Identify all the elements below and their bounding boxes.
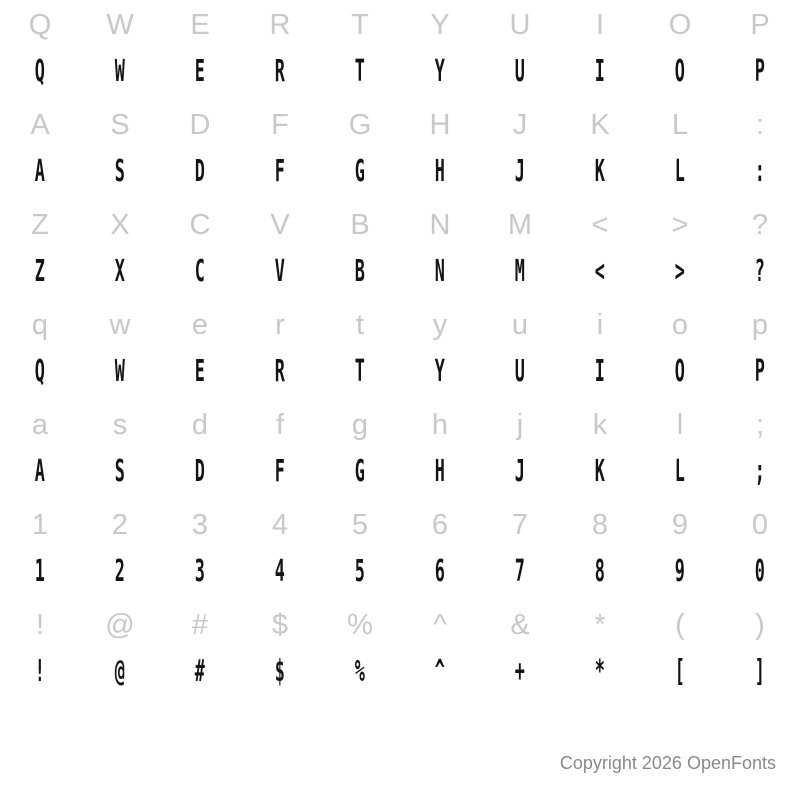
- sample-glyph-text: ]: [755, 654, 765, 689]
- sample-glyph: [0, 448, 80, 496]
- sample-glyph-text: O: [675, 54, 685, 89]
- reference-glyph: R: [269, 9, 291, 41]
- sample-glyph-text: ?: [755, 254, 765, 289]
- glyph-row-pair: [0, 200, 800, 296]
- sample-glyph-text: K: [595, 454, 605, 489]
- sample-glyph-text: U: [515, 54, 525, 89]
- reference-glyph: 5: [351, 509, 369, 541]
- sample-row: [0, 348, 800, 396]
- sample-glyph: [80, 448, 160, 496]
- sample-glyph-text: L: [675, 454, 685, 489]
- reference-glyph: ^: [433, 609, 447, 641]
- sample-glyph: [480, 48, 560, 96]
- sample-glyph: [480, 448, 560, 496]
- reference-row: [0, 500, 800, 548]
- sample-glyph: [160, 648, 240, 696]
- sample-glyph-text: 6: [435, 554, 445, 589]
- reference-glyph: f: [275, 409, 285, 441]
- sample-glyph: [480, 648, 560, 696]
- sample-glyph: [240, 348, 320, 396]
- sample-row: [0, 148, 800, 196]
- reference-glyph: >: [671, 209, 689, 241]
- sample-glyph-text: S: [115, 454, 125, 489]
- reference-glyph: C: [189, 209, 211, 241]
- sample-glyph-text: $: [275, 654, 285, 689]
- reference-glyph: V: [270, 209, 290, 241]
- sample-glyph-text: R: [275, 354, 285, 389]
- glyph-row-pair: [0, 100, 800, 196]
- sample-glyph: [0, 148, 80, 196]
- sample-row: [0, 248, 800, 296]
- sample-glyph: [320, 148, 400, 196]
- reference-glyph: W: [106, 9, 134, 41]
- sample-glyph: [0, 548, 80, 596]
- reference-glyph: B: [350, 209, 370, 241]
- sample-glyph-text: :: [755, 154, 765, 189]
- sample-glyph-text: 5: [355, 554, 365, 589]
- reference-glyph: w: [109, 309, 131, 341]
- copyright-notice: Copyright 2026 OpenFonts: [559, 753, 776, 773]
- sample-row: [0, 48, 800, 96]
- reference-glyph: :: [755, 109, 765, 141]
- sample-row: [0, 448, 800, 496]
- sample-glyph-text: S: [115, 154, 125, 189]
- sample-glyph: [640, 148, 720, 196]
- sample-glyph: [560, 148, 640, 196]
- sample-glyph-text: N: [435, 254, 445, 289]
- reference-glyph: U: [509, 9, 531, 41]
- sample-glyph-text: Z: [35, 254, 45, 289]
- reference-glyph: L: [671, 109, 689, 141]
- sample-glyph-text: 2: [115, 554, 125, 589]
- sample-glyph-text: 7: [515, 554, 525, 589]
- sample-glyph-text: @: [115, 654, 125, 689]
- sample-glyph-text: T: [355, 54, 365, 89]
- sample-glyph-text: G: [355, 154, 365, 189]
- reference-glyph: N: [429, 209, 451, 241]
- sample-glyph: [480, 248, 560, 296]
- sample-glyph: [480, 348, 560, 396]
- sample-glyph-text: F: [275, 454, 285, 489]
- reference-glyph: d: [191, 409, 209, 441]
- sample-glyph-text: P: [755, 354, 765, 389]
- sample-glyph-text: J: [515, 154, 525, 189]
- sample-glyph-text: T: [355, 354, 365, 389]
- reference-glyph: J: [512, 109, 528, 141]
- sample-glyph-text: O: [675, 354, 685, 389]
- reference-glyph: i: [596, 309, 604, 341]
- sample-glyph-text: Q: [35, 354, 45, 389]
- reference-glyph: @: [105, 609, 135, 641]
- sample-glyph: [160, 248, 240, 296]
- reference-glyph: F: [271, 109, 289, 141]
- sample-glyph: [80, 648, 160, 696]
- reference-glyph: E: [190, 9, 210, 41]
- sample-glyph-text: W: [115, 354, 125, 389]
- sample-glyph: [560, 448, 640, 496]
- reference-glyph: y: [432, 309, 448, 341]
- sample-glyph: [560, 48, 640, 96]
- sample-glyph: [320, 448, 400, 496]
- glyph-row-pair: [0, 400, 800, 496]
- sample-glyph: [640, 648, 720, 696]
- sample-glyph-text: P: [755, 54, 765, 89]
- reference-glyph: e: [191, 309, 209, 341]
- reference-glyph: r: [275, 309, 285, 341]
- glyph-row-pair: [0, 600, 800, 696]
- reference-glyph: g: [351, 409, 369, 441]
- sample-glyph: [0, 248, 80, 296]
- sample-glyph: [320, 648, 400, 696]
- sample-glyph: [720, 148, 800, 196]
- sample-glyph: [0, 348, 80, 396]
- glyph-row-pair: [0, 500, 800, 596]
- reference-glyph: Y: [430, 9, 450, 41]
- sample-glyph-text: #: [195, 654, 205, 689]
- sample-glyph-text: 0: [755, 554, 765, 589]
- sample-glyph: [400, 548, 480, 596]
- sample-glyph: [160, 448, 240, 496]
- sample-glyph-text: U: [515, 354, 525, 389]
- sample-glyph: [160, 148, 240, 196]
- reference-glyph: Z: [31, 209, 49, 241]
- sample-glyph: [480, 548, 560, 596]
- sample-glyph: [80, 548, 160, 596]
- reference-glyph: p: [751, 309, 769, 341]
- reference-glyph: 7: [511, 509, 529, 541]
- reference-glyph: S: [110, 109, 130, 141]
- reference-glyph: ?: [751, 209, 769, 241]
- sample-glyph-text: A: [35, 154, 45, 189]
- sample-glyph-text: E: [195, 54, 205, 89]
- sample-glyph-text: K: [595, 154, 605, 189]
- reference-glyph: G: [348, 109, 372, 141]
- sample-glyph-text: !: [35, 654, 45, 689]
- sample-glyph: [0, 48, 80, 96]
- reference-glyph: o: [671, 309, 689, 341]
- sample-glyph: [240, 148, 320, 196]
- sample-glyph: [400, 648, 480, 696]
- sample-glyph: [720, 348, 800, 396]
- sample-glyph-text: G: [355, 454, 365, 489]
- sample-glyph: [640, 348, 720, 396]
- reference-glyph: t: [355, 309, 365, 341]
- sample-glyph: [640, 448, 720, 496]
- sample-row: [0, 548, 800, 596]
- sample-glyph: [400, 48, 480, 96]
- sample-glyph: [400, 448, 480, 496]
- reference-glyph: *: [594, 609, 606, 641]
- sample-glyph-text: I: [595, 354, 605, 389]
- sample-glyph: [240, 548, 320, 596]
- reference-glyph: (: [675, 609, 685, 641]
- sample-glyph: [640, 48, 720, 96]
- sample-glyph-text: V: [275, 254, 285, 289]
- sample-glyph: [720, 248, 800, 296]
- sample-glyph-text: %: [355, 654, 365, 689]
- reference-row: [0, 300, 800, 348]
- sample-glyph-text: R: [275, 54, 285, 89]
- sample-glyph: [80, 348, 160, 396]
- sample-glyph: [80, 148, 160, 196]
- sample-glyph-text: W: [115, 54, 125, 89]
- reference-glyph: <: [591, 209, 609, 241]
- sample-glyph: [240, 248, 320, 296]
- reference-glyph: 1: [31, 509, 49, 541]
- sample-glyph-text: L: [675, 154, 685, 189]
- reference-glyph: s: [112, 409, 128, 441]
- sample-glyph: [320, 248, 400, 296]
- reference-glyph: 3: [191, 509, 209, 541]
- sample-glyph: [160, 48, 240, 96]
- sample-glyph-text: M: [515, 254, 525, 289]
- sample-glyph: [400, 248, 480, 296]
- reference-row: [0, 100, 800, 148]
- sample-glyph-text: H: [435, 454, 445, 489]
- sample-glyph-text: 4: [275, 554, 285, 589]
- reference-glyph: X: [110, 209, 130, 241]
- sample-glyph-text: 1: [35, 554, 45, 589]
- reference-glyph: $: [271, 609, 289, 641]
- sample-glyph: [560, 348, 640, 396]
- sample-row: [0, 648, 800, 696]
- sample-glyph-text: +: [515, 654, 525, 689]
- sample-glyph: [240, 48, 320, 96]
- sample-glyph-text: I: [595, 54, 605, 89]
- sample-glyph: [320, 348, 400, 396]
- reference-glyph: M: [507, 209, 533, 241]
- reference-row: [0, 200, 800, 248]
- glyph-row-pair: [0, 300, 800, 396]
- reference-glyph: T: [351, 9, 369, 41]
- sample-glyph-text: D: [195, 154, 205, 189]
- reference-glyph: !: [35, 609, 45, 641]
- reference-glyph: l: [676, 409, 684, 441]
- sample-glyph-text: B: [355, 254, 365, 289]
- reference-glyph: &: [510, 609, 530, 641]
- reference-glyph: %: [347, 609, 373, 641]
- sample-glyph-text: F: [275, 154, 285, 189]
- sample-glyph-text: 9: [675, 554, 685, 589]
- reference-glyph: 2: [111, 509, 129, 541]
- sample-glyph-text: <: [595, 254, 605, 289]
- reference-row: [0, 600, 800, 648]
- sample-glyph-text: 3: [195, 554, 205, 589]
- sample-glyph-text: *: [595, 654, 605, 689]
- reference-glyph: 8: [591, 509, 609, 541]
- sample-glyph: [400, 348, 480, 396]
- reference-glyph: A: [30, 109, 50, 141]
- sample-glyph: [160, 548, 240, 596]
- reference-glyph: #: [191, 609, 209, 641]
- sample-glyph: [720, 548, 800, 596]
- sample-glyph-text: D: [195, 454, 205, 489]
- sample-glyph-text: C: [195, 254, 205, 289]
- reference-glyph: D: [189, 109, 211, 141]
- sample-glyph: [720, 48, 800, 96]
- reference-glyph: 4: [271, 509, 289, 541]
- reference-glyph: H: [429, 109, 451, 141]
- reference-glyph: K: [590, 109, 610, 141]
- sample-glyph: [0, 648, 80, 696]
- sample-glyph: [640, 548, 720, 596]
- sample-glyph-text: [: [675, 654, 685, 689]
- sample-glyph-text: ^: [435, 654, 445, 689]
- sample-glyph: [80, 248, 160, 296]
- reference-glyph: a: [31, 409, 49, 441]
- sample-glyph: [640, 248, 720, 296]
- glyph-row-pair: [0, 0, 800, 96]
- reference-row: [0, 0, 800, 48]
- sample-glyph: [240, 448, 320, 496]
- sample-glyph: [160, 348, 240, 396]
- sample-glyph: [480, 148, 560, 196]
- reference-glyph: q: [31, 309, 49, 341]
- reference-glyph: P: [750, 9, 770, 41]
- sample-glyph-text: X: [115, 254, 125, 289]
- sample-glyph: [320, 548, 400, 596]
- sample-glyph-text: ;: [755, 454, 765, 489]
- sample-glyph-text: J: [515, 454, 525, 489]
- sample-glyph-text: H: [435, 154, 445, 189]
- sample-glyph-text: Y: [435, 54, 445, 89]
- sample-glyph-text: Q: [35, 54, 45, 89]
- reference-glyph: ;: [755, 409, 765, 441]
- sample-glyph-text: 8: [595, 554, 605, 589]
- reference-glyph: h: [431, 409, 449, 441]
- sample-glyph-text: Y: [435, 354, 445, 389]
- reference-row: [0, 400, 800, 448]
- reference-glyph: Q: [28, 9, 52, 41]
- sample-glyph: [560, 248, 640, 296]
- sample-glyph: [320, 48, 400, 96]
- reference-glyph: 6: [431, 509, 449, 541]
- reference-glyph: 0: [751, 509, 769, 541]
- sample-glyph: [720, 448, 800, 496]
- sample-glyph: [240, 648, 320, 696]
- sample-glyph: [720, 648, 800, 696]
- reference-glyph: u: [511, 309, 529, 341]
- sample-glyph: [80, 48, 160, 96]
- sample-glyph: [400, 148, 480, 196]
- sample-glyph: [560, 648, 640, 696]
- reference-glyph: O: [668, 9, 692, 41]
- sample-glyph-text: >: [675, 254, 685, 289]
- reference-glyph: k: [592, 409, 608, 441]
- reference-glyph: ): [755, 609, 765, 641]
- sample-glyph: [560, 548, 640, 596]
- reference-glyph: I: [595, 9, 605, 41]
- reference-glyph: j: [516, 409, 524, 441]
- sample-glyph-text: E: [195, 354, 205, 389]
- sample-glyph-text: A: [35, 454, 45, 489]
- reference-glyph: 9: [671, 509, 689, 541]
